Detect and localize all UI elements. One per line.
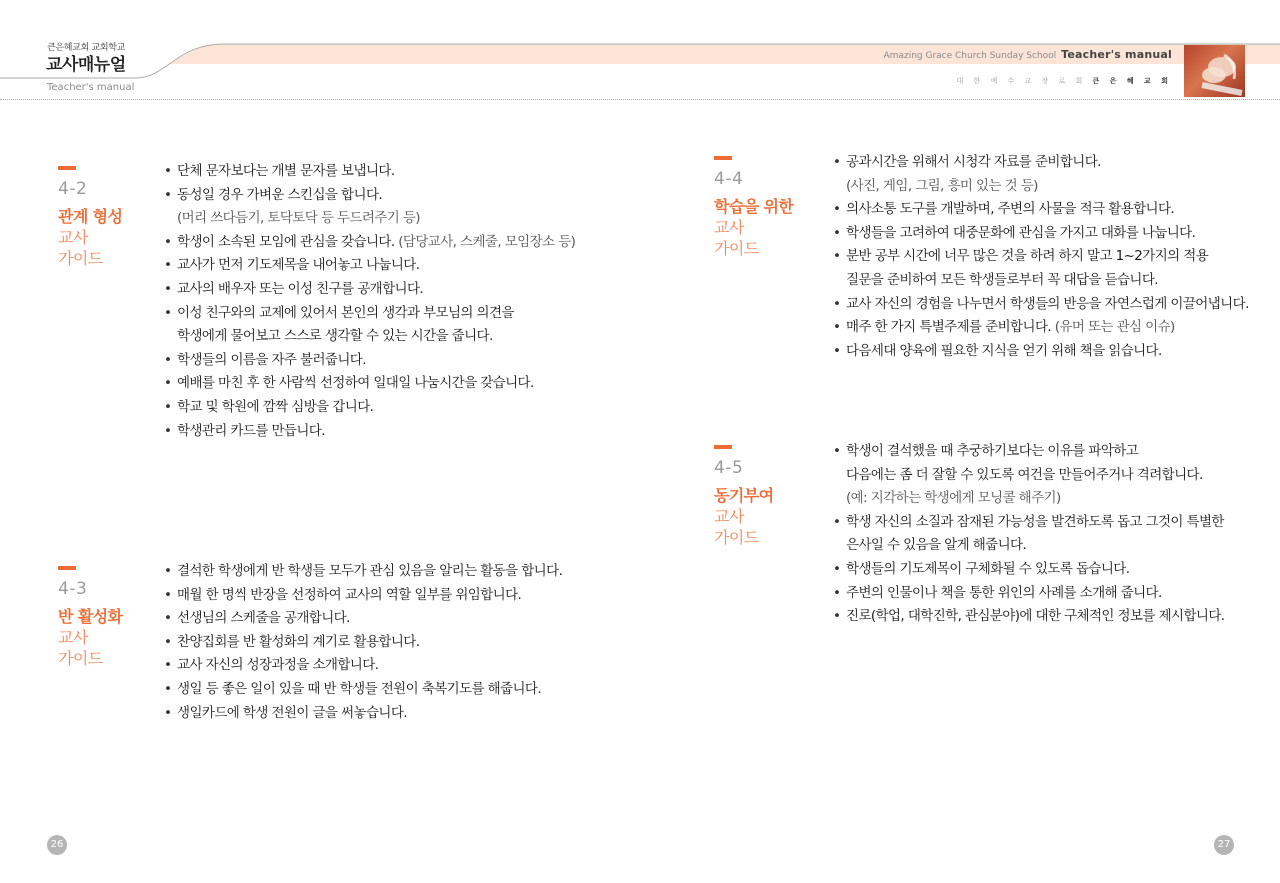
list-item: • 이성 친구와의 교제에 있어서 본인의 생각과 부모님의 의견을 학생에게 물어보고 스스로 생각할 수 있는 시간을 줍니다. (164, 302, 575, 349)
list-item: • 학생이 결석했을 때 추궁하기보다는 이유를 파악하고 다음에는 좀 더 잘할 수 있도록 여건을 만들어주거나 격려합니다. (예: 지각하는 학생에게 모닝콜 해주기) (833, 440, 1224, 511)
church-korean-name: 큰 은 혜 교 회 (1092, 77, 1172, 85)
section-marker (58, 166, 76, 170)
section-title: 학습을 위한 (714, 197, 794, 216)
list-item: • 매주 한 가지 특별주제를 준비합니다. (유머 또는 관심 이슈) (833, 316, 1249, 340)
list-item: • 학생들을 고려하여 대중문화에 관심을 가지고 대화를 나눕니다. (833, 222, 1249, 246)
list-item: • 학생 자신의 소질과 잠재된 가능성을 발견하도록 돕고 그것이 특별한 은사일 수 있음을 알게 해줍니다. (833, 511, 1224, 558)
header-divider (0, 99, 1280, 100)
denomination-label: 대 한 예 수 교 장 로 회 (956, 77, 1087, 85)
list-item: • 예배를 마친 후 한 사람씩 선정하여 일대일 나눔시간을 갖습니다. (164, 372, 575, 396)
section-title: 동기부여 (714, 486, 774, 505)
list-item: • 교사가 먼저 기도제목을 내어놓고 나눕니다. (164, 254, 575, 278)
list-item: • 의사소통 도구를 개발하며, 주변의 사물을 적극 활용합니다. (833, 198, 1249, 222)
list-item: • 생일 등 좋은 일이 있을 때 반 학생들 전원이 축복기도를 해줍니다. (164, 678, 562, 702)
section-title-line2: 교사 (714, 218, 744, 237)
manual-english-title: Teacher's manual (1061, 48, 1172, 61)
header-right-korean (957, 76, 1172, 86)
section-marker (714, 156, 732, 160)
header-right-english (884, 48, 1172, 61)
list-item: • 결석한 학생에게 반 학생들 모두가 관심 있음을 알리는 활동을 합니다. (164, 560, 562, 584)
section-number: 4-2 (58, 179, 88, 199)
section-number: 4-4 (714, 169, 744, 189)
section-title-line3: 가이드 (714, 528, 759, 547)
section-4-4-label (714, 156, 804, 259)
page-number-right: 27 (1214, 835, 1234, 855)
list-item: • 교사 자신의 경험을 나누면서 학생들의 반응을 자연스럽게 이끌어냅니다. (833, 293, 1249, 317)
section-4-3-list (164, 560, 562, 725)
list-item: • 학생들의 이름을 자주 불러줍니다. (164, 349, 575, 373)
page-number-left: 26 (47, 835, 67, 855)
section-title-line3: 가이드 (58, 249, 103, 268)
section-title-line3: 가이드 (714, 239, 759, 258)
section-number: 4-3 (58, 579, 88, 599)
manual-subtitle: Teacher's manual (47, 82, 135, 93)
list-item: • 선생님의 스케줄을 공개합니다. (164, 607, 562, 631)
section-title-line2: 교사 (714, 507, 744, 526)
section-title: 관계 형성 (58, 207, 123, 226)
hands-image (1184, 45, 1245, 97)
page-header (0, 0, 1280, 102)
section-number: 4-5 (714, 458, 744, 478)
list-item: • 주변의 인물이나 책을 통한 위인의 사례를 소개해 줍니다. (833, 582, 1224, 606)
list-item: • 찬양집회를 반 활성화의 계기로 활용합니다. (164, 631, 562, 655)
section-marker (58, 566, 76, 570)
section-title-line3: 가이드 (58, 649, 103, 668)
section-4-2-label (58, 166, 148, 269)
list-item: • 학생이 소속된 모임에 관심을 갖습니다. (담당교사, 스케줄, 모임장소 등) (164, 231, 575, 255)
praying-hands-photo (1184, 45, 1245, 97)
list-item: • 매월 한 명씩 반장을 선정하여 교사의 역할 일부를 위임합니다. (164, 584, 562, 608)
list-item: • 다음세대 양육에 필요한 지식을 얻기 위해 책을 읽습니다. (833, 340, 1249, 364)
section-4-5-list (833, 440, 1224, 629)
list-item: • 진로(학업, 대학진학, 관심분야)에 대한 구체적인 정보를 제시합니다. (833, 605, 1224, 629)
list-item: • 학생관리 카드를 만듭니다. (164, 420, 575, 444)
section-4-4-list (833, 151, 1249, 363)
list-item: • 공과시간을 위해서 시청각 자료를 준비합니다. (사진, 게임, 그림, 흥미 있는 것 등) (833, 151, 1249, 198)
list-item: • 교사 자신의 성장과정을 소개합니다. (164, 654, 562, 678)
list-item: • 분반 공부 시간에 너무 많은 것을 하려 하지 말고 1~2가지의 적용 질문을 준비하여 모든 학생들로부터 꼭 대답을 듣습니다. (833, 245, 1249, 292)
church-english-name: Amazing Grace Church Sunday School (883, 51, 1057, 61)
list-item: • 생일카드에 학생 전원이 글을 써놓습니다. (164, 702, 562, 726)
list-item: • 교사의 배우자 또는 이성 친구를 공개합니다. (164, 278, 575, 302)
section-4-5-label (714, 445, 804, 548)
list-item: • 동성일 경우 가벼운 스킨십을 합니다. (머리 쓰다듬기, 토닥토닥 등 두드려주기 등) (164, 184, 575, 231)
church-small-label: 큰은혜교회 교회학교 (47, 43, 126, 53)
section-4-2-list (164, 160, 575, 443)
section-title: 반 활성화 (58, 607, 123, 626)
list-item: • 학교 및 학원에 깜짝 심방을 갑니다. (164, 396, 575, 420)
list-item: • 학생들의 기도제목이 구체화될 수 있도록 돕습니다. (833, 558, 1224, 582)
section-4-3-label (58, 566, 148, 669)
section-marker (714, 445, 732, 449)
manual-title: 교사매뉴얼 (46, 55, 126, 75)
section-title-line2: 교사 (58, 628, 88, 647)
list-item: • 단체 문자보다는 개별 문자를 보냅니다. (164, 160, 575, 184)
section-title-line2: 교사 (58, 228, 88, 247)
